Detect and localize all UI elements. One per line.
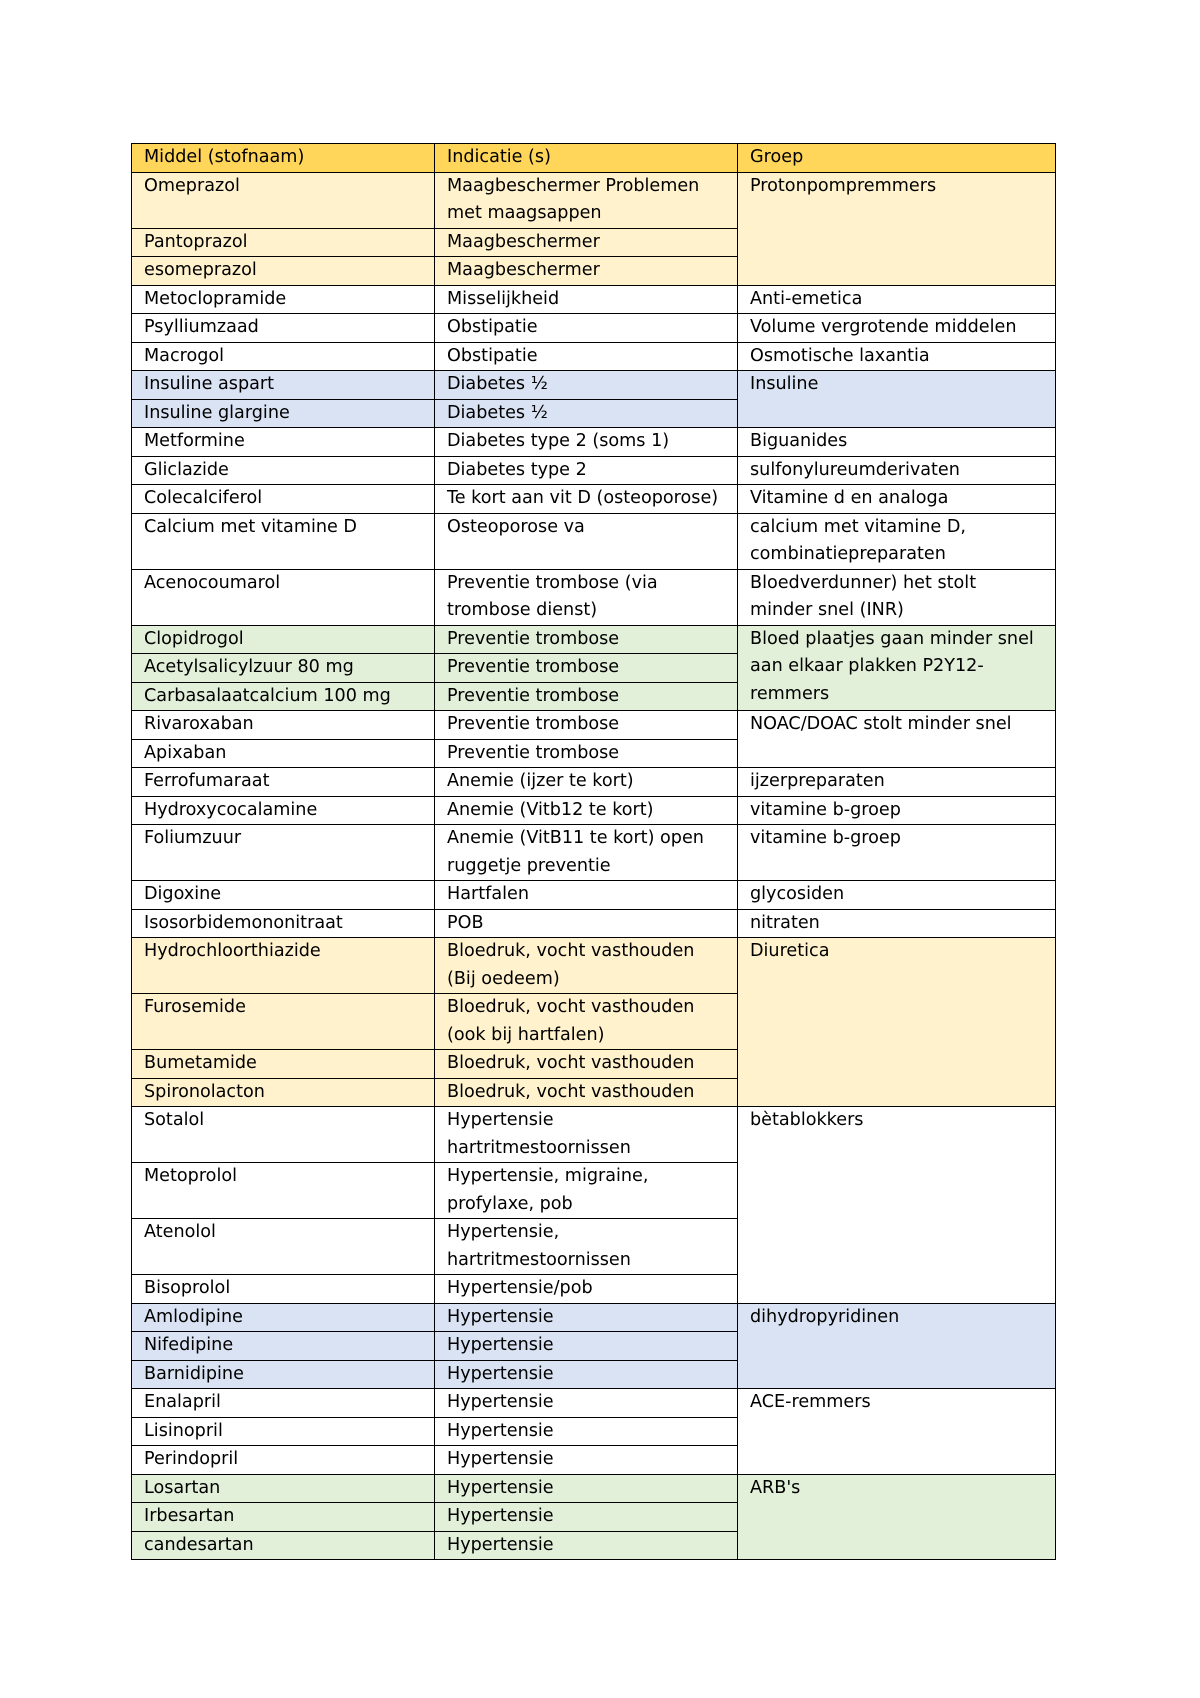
table-row: [132, 371, 1056, 400]
indication-cell: Maagbeschermer: [435, 257, 738, 286]
table-row: [132, 909, 1056, 938]
drug-name-cell: Macrogol: [132, 342, 435, 371]
indication-cell: Preventie trombose: [435, 654, 738, 683]
table-row: [132, 342, 1056, 371]
group-cell: dihydropyridinen: [738, 1303, 1056, 1389]
group-cell: Insuline: [738, 371, 1056, 428]
indication-cell: Preventie trombose: [435, 625, 738, 654]
drug-name-cell: Apixaban: [132, 739, 435, 768]
group-cell: Anti-emetica: [738, 285, 1056, 314]
group-cell: Bloed plaatjes gaan minder snel aan elkaar plakken P2Y12-remmers: [738, 625, 1056, 711]
drug-name-cell: Insuline aspart: [132, 371, 435, 400]
drug-name-cell: Bumetamide: [132, 1050, 435, 1079]
indication-cell: Hartfalen: [435, 881, 738, 910]
drug-name-cell: Isosorbidemononitraat: [132, 909, 435, 938]
indication-cell: Bloedruk, vocht vasthouden (ook bij hartfalen): [435, 994, 738, 1050]
table-row: [132, 938, 1056, 994]
indication-cell: Preventie trombose: [435, 711, 738, 740]
indication-cell: Obstipatie: [435, 314, 738, 343]
indication-cell: Hypertensie: [435, 1503, 738, 1532]
indication-cell: Anemie (VitB11 te kort) open ruggetje preventie: [435, 825, 738, 881]
drug-name-cell: Sotalol: [132, 1107, 435, 1163]
indication-cell: Diabetes ½: [435, 371, 738, 400]
column-header-group: Groep: [738, 144, 1056, 173]
drug-name-cell: Hydroxycocalamine: [132, 796, 435, 825]
table-row: [132, 1474, 1056, 1503]
indication-cell: Hypertensie: [435, 1446, 738, 1475]
table-row: [132, 825, 1056, 881]
drug-name-cell: Nifedipine: [132, 1332, 435, 1361]
table-row: [132, 314, 1056, 343]
group-cell: NOAC/DOAC stolt minder snel: [738, 711, 1056, 768]
group-cell: Volume vergrotende middelen: [738, 314, 1056, 343]
indication-cell: Hypertensie: [435, 1303, 738, 1332]
indication-cell: Hypertensie: [435, 1531, 738, 1560]
drug-name-cell: candesartan: [132, 1531, 435, 1560]
drug-name-cell: Metoprolol: [132, 1163, 435, 1219]
group-cell: ACE-remmers: [738, 1389, 1056, 1475]
indication-cell: Hypertensie/pob: [435, 1275, 738, 1304]
indication-cell: Maagbeschermer Problemen met maagsappen: [435, 172, 738, 228]
table-row: [132, 456, 1056, 485]
indication-cell: Diabetes type 2 (soms 1): [435, 428, 738, 457]
table-row: [132, 285, 1056, 314]
medication-table: [131, 143, 1056, 1560]
drug-name-cell: Gliclazide: [132, 456, 435, 485]
indication-cell: Maagbeschermer: [435, 228, 738, 257]
drug-name-cell: Bisoprolol: [132, 1275, 435, 1304]
indication-cell: Preventie trombose: [435, 739, 738, 768]
drug-name-cell: Enalapril: [132, 1389, 435, 1418]
group-cell: vitamine b-groep: [738, 825, 1056, 881]
drug-name-cell: Furosemide: [132, 994, 435, 1050]
indication-cell: Hypertensie: [435, 1360, 738, 1389]
group-cell: Bloedverdunner) het stolt minder snel (INR): [738, 569, 1056, 625]
group-cell: Vitamine d en analoga: [738, 485, 1056, 514]
drug-name-cell: Acetylsalicylzuur 80 mg: [132, 654, 435, 683]
table-row: [132, 1107, 1056, 1163]
table-row: [132, 768, 1056, 797]
indication-cell: Hypertensie: [435, 1417, 738, 1446]
indication-cell: Hypertensie, migraine, profylaxe, pob: [435, 1163, 738, 1219]
indication-cell: POB: [435, 909, 738, 938]
table-header: [132, 144, 1056, 173]
table-row: [132, 569, 1056, 625]
indication-cell: Diabetes type 2: [435, 456, 738, 485]
group-cell: Biguanides: [738, 428, 1056, 457]
drug-name-cell: Metoclopramide: [132, 285, 435, 314]
indication-cell: Te kort aan vit D (osteoporose): [435, 485, 738, 514]
drug-name-cell: Perindopril: [132, 1446, 435, 1475]
table-body: [132, 172, 1056, 1560]
table-row: [132, 513, 1056, 569]
drug-name-cell: Atenolol: [132, 1219, 435, 1275]
drug-name-cell: Pantoprazol: [132, 228, 435, 257]
column-header-drug: Middel (stofnaam): [132, 144, 435, 173]
header-row: [132, 144, 1056, 173]
group-cell: Diuretica: [738, 938, 1056, 1107]
indication-cell: Hypertensie, hartritmestoornissen: [435, 1219, 738, 1275]
drug-name-cell: Omeprazol: [132, 172, 435, 228]
drug-name-cell: Spironolacton: [132, 1078, 435, 1107]
drug-name-cell: Rivaroxaban: [132, 711, 435, 740]
indication-cell: Hypertensie hartritmestoornissen: [435, 1107, 738, 1163]
drug-name-cell: Foliumzuur: [132, 825, 435, 881]
drug-name-cell: Insuline glargine: [132, 399, 435, 428]
table-row: [132, 1389, 1056, 1418]
table-row: [132, 881, 1056, 910]
drug-name-cell: Calcium met vitamine D: [132, 513, 435, 569]
group-cell: calcium met vitamine D, combinatiepreparaten: [738, 513, 1056, 569]
drug-name-cell: Irbesartan: [132, 1503, 435, 1532]
indication-cell: Misselijkheid: [435, 285, 738, 314]
drug-name-cell: Clopidrogol: [132, 625, 435, 654]
indication-cell: Bloedruk, vocht vasthouden (Bij oedeem): [435, 938, 738, 994]
table-row: [132, 625, 1056, 654]
group-cell: vitamine b-groep: [738, 796, 1056, 825]
drug-name-cell: Carbasalaatcalcium 100 mg: [132, 682, 435, 711]
drug-name-cell: Lisinopril: [132, 1417, 435, 1446]
group-cell: glycosiden: [738, 881, 1056, 910]
group-cell: ijzerpreparaten: [738, 768, 1056, 797]
group-cell: Osmotische laxantia: [738, 342, 1056, 371]
indication-cell: Preventie trombose (via trombose dienst): [435, 569, 738, 625]
drug-name-cell: esomeprazol: [132, 257, 435, 286]
table-row: [132, 711, 1056, 740]
indication-cell: Anemie (Vitb12 te kort): [435, 796, 738, 825]
drug-name-cell: Metformine: [132, 428, 435, 457]
drug-name-cell: Amlodipine: [132, 1303, 435, 1332]
indication-cell: Hypertensie: [435, 1474, 738, 1503]
column-header-indication: Indicatie (s): [435, 144, 738, 173]
drug-name-cell: Hydrochloorthiazide: [132, 938, 435, 994]
indication-cell: Obstipatie: [435, 342, 738, 371]
drug-name-cell: Ferrofumaraat: [132, 768, 435, 797]
drug-name-cell: Acenocoumarol: [132, 569, 435, 625]
indication-cell: Osteoporose va: [435, 513, 738, 569]
indication-cell: Bloedruk, vocht vasthouden: [435, 1050, 738, 1079]
table-row: [132, 1303, 1056, 1332]
indication-cell: Bloedruk, vocht vasthouden: [435, 1078, 738, 1107]
indication-cell: Preventie trombose: [435, 682, 738, 711]
drug-name-cell: Psylliumzaad: [132, 314, 435, 343]
group-cell: nitraten: [738, 909, 1056, 938]
drug-name-cell: Losartan: [132, 1474, 435, 1503]
table-row: [132, 428, 1056, 457]
indication-cell: Anemie (ijzer te kort): [435, 768, 738, 797]
group-cell: Protonpompremmers: [738, 172, 1056, 285]
drug-name-cell: Digoxine: [132, 881, 435, 910]
group-cell: sulfonylureumderivaten: [738, 456, 1056, 485]
drug-name-cell: Colecalciferol: [132, 485, 435, 514]
table-row: [132, 172, 1056, 228]
group-cell: ARB's: [738, 1474, 1056, 1560]
drug-name-cell: Barnidipine: [132, 1360, 435, 1389]
indication-cell: Hypertensie: [435, 1389, 738, 1418]
table-row: [132, 796, 1056, 825]
group-cell: bètablokkers: [738, 1107, 1056, 1304]
indication-cell: Diabetes ½: [435, 399, 738, 428]
table-row: [132, 485, 1056, 514]
indication-cell: Hypertensie: [435, 1332, 738, 1361]
